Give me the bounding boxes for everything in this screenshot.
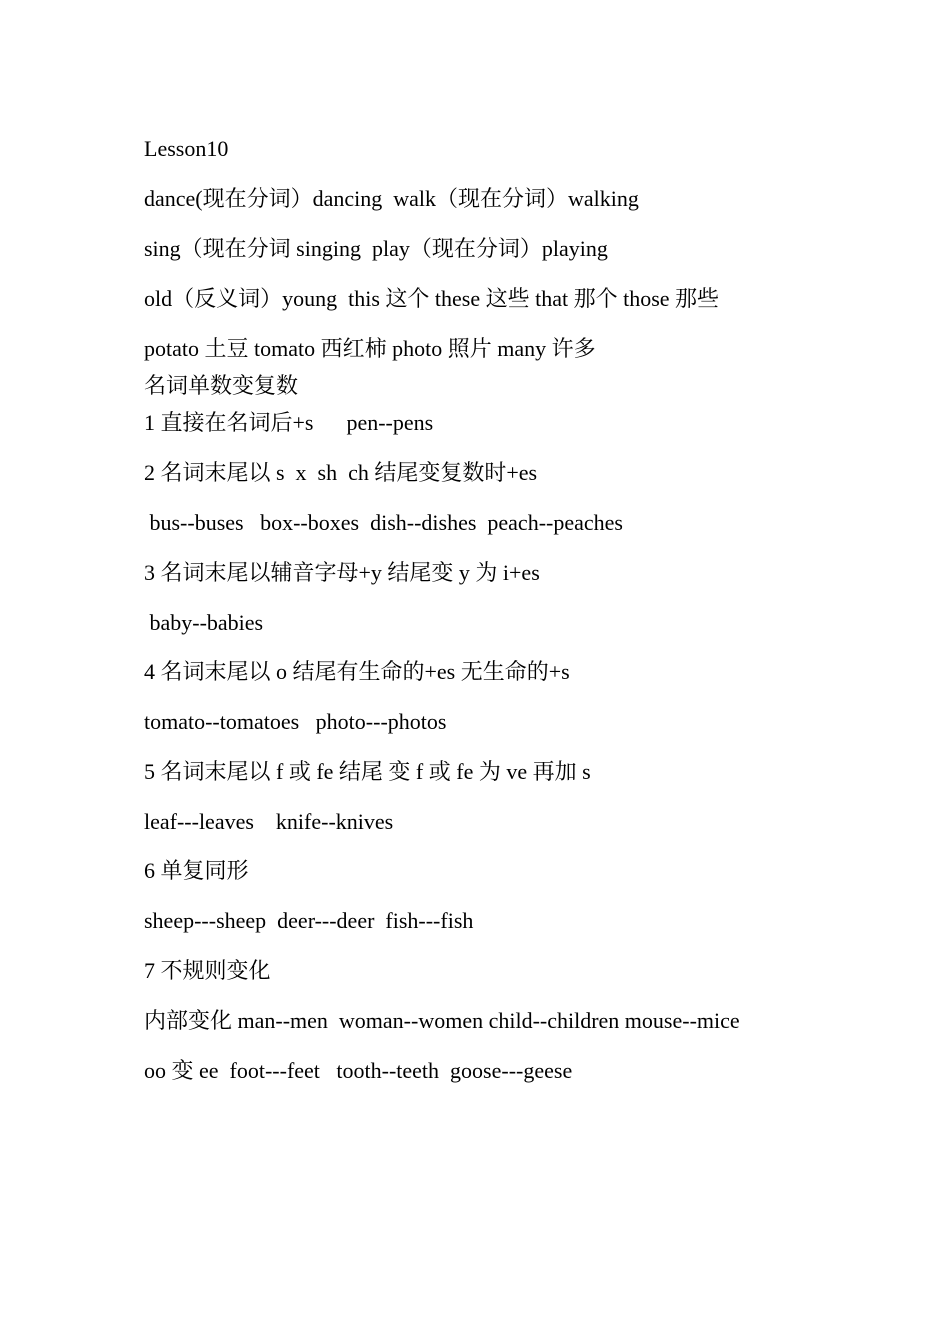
rule-1: 1 直接在名词后+s pen--pens [144, 410, 434, 435]
vocab-line-present-participle-2: sing（现在分词 singing play（现在分词）playing [144, 236, 608, 261]
rule-7: 7 不规则变化 [144, 958, 271, 983]
rule-5-examples: leaf---leaves knife--knives [144, 809, 394, 834]
vocab-line-nouns: potato 土豆 tomato 西红柿 photo 照片 many 许多 [144, 336, 596, 361]
vocab-line-antonyms: old（反义词）young this 这个 these 这些 that 那个 those 那些 [144, 286, 720, 311]
vocab-line-present-participle-1: dance(现在分词）dancing walk（现在分词）walking [144, 186, 639, 211]
rule-3: 3 名词末尾以辅音字母+y 结尾变 y 为 i+es [144, 560, 540, 585]
rule-4: 4 名词末尾以 o 结尾有生命的+es 无生命的+s [144, 659, 570, 684]
rule-7-examples-internal: 内部变化 man--men woman--women child--children mouse--mice [144, 1008, 740, 1033]
rule-3-examples: baby--babies [144, 610, 264, 635]
rule-5: 5 名词末尾以 f 或 fe 结尾 变 f 或 fe 为 ve 再加 s [144, 759, 591, 784]
lesson-title: Lesson10 [144, 136, 229, 161]
rule-4-examples: tomato--tomatoes photo---photos [144, 709, 447, 734]
rule-7-examples-oo-ee: oo 变 ee foot---feet tooth--teeth goose---geese [144, 1058, 573, 1083]
rule-6: 6 单复同形 [144, 858, 249, 883]
rule-2: 2 名词末尾以 s x sh ch 结尾变复数时+es [144, 460, 538, 485]
rule-6-examples: sheep---sheep deer---deer fish---fish [144, 908, 474, 933]
section-heading-plurals: 名词单数变复数 [144, 373, 299, 398]
rule-2-examples: bus--buses box--boxes dish--dishes peach--peaches [144, 510, 623, 535]
